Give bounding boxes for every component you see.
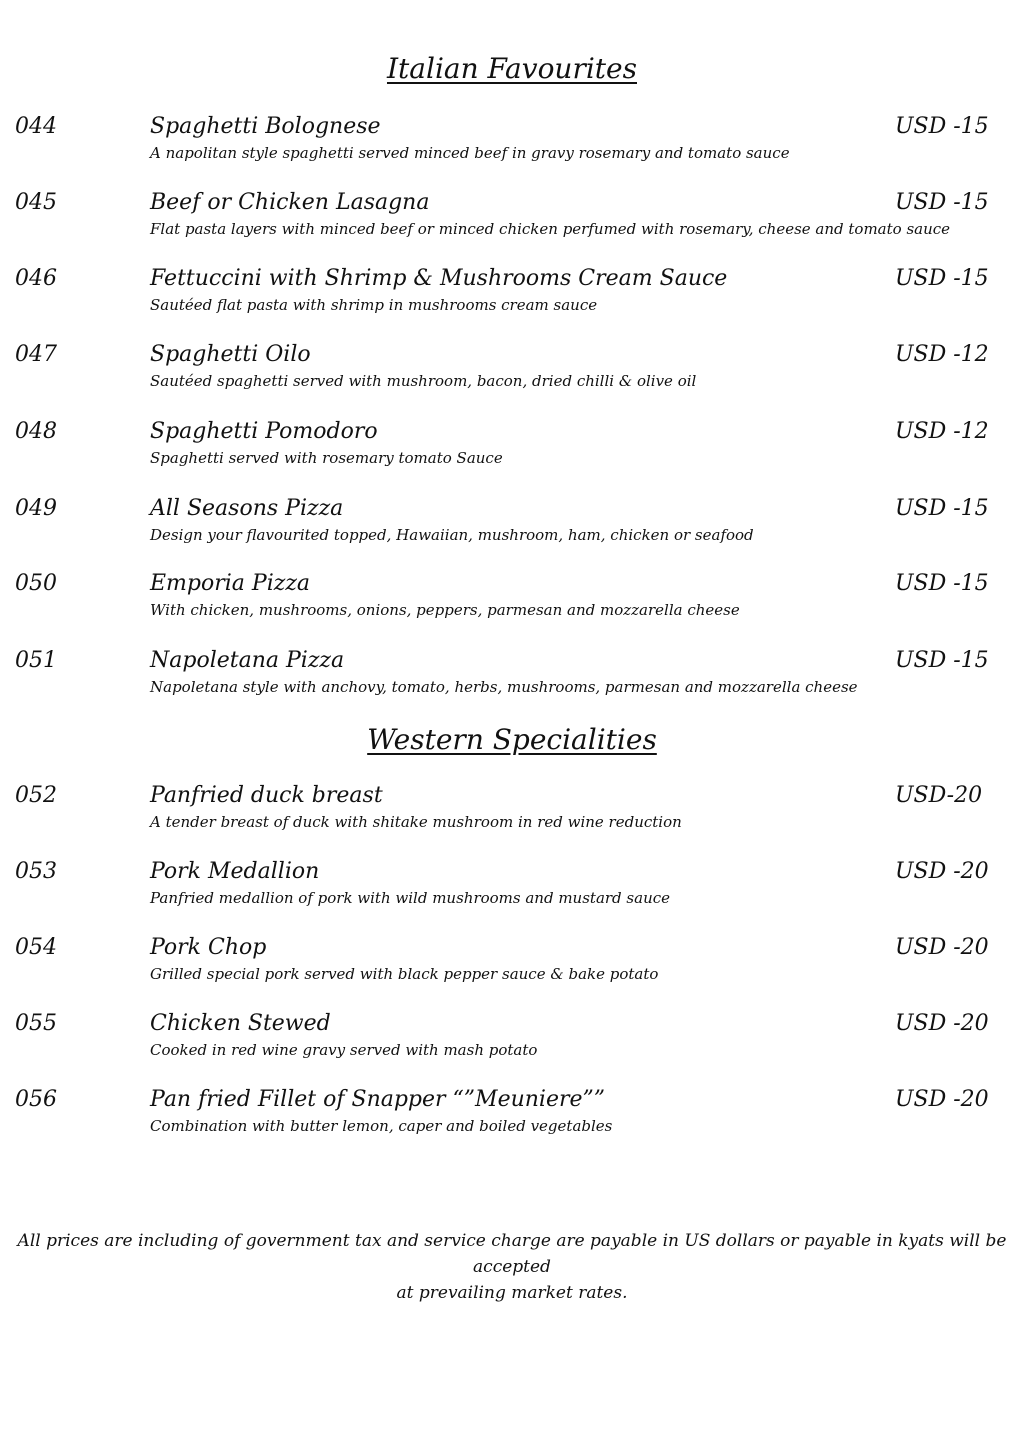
footer-note-line-2: at prevailing market rates.: [396, 1283, 628, 1303]
footer-note: [10, 1228, 1014, 1306]
item-name: Emporia Pizza: [150, 571, 311, 596]
menu-item: [0, 571, 1024, 631]
section-title-western-specialities: Western Specialities: [367, 723, 657, 756]
item-price: USD -15: [895, 496, 989, 521]
item-price: USD -20: [895, 935, 989, 960]
item-description: Design your flavourited topped, Hawaiian, mushroom, ham, chicken or seafood: [150, 526, 754, 544]
menu-item: [0, 342, 1024, 402]
item-code: 056: [15, 1087, 57, 1112]
item-code: 052: [15, 783, 57, 808]
item-name: Pork Chop: [150, 935, 267, 960]
item-code: 055: [15, 1011, 57, 1036]
item-name: All Seasons Pizza: [150, 496, 344, 521]
item-price: USD-20: [895, 783, 983, 808]
menu-item: [0, 1087, 1024, 1147]
item-name: Napoletana Pizza: [150, 648, 345, 673]
item-description: Flat pasta layers with minced beef or minced chicken perfumed with rosemary, cheese and tomato sauce: [150, 220, 951, 238]
item-price: USD -12: [895, 419, 989, 444]
item-description: Grilled special pork served with black pepper sauce & bake potato: [150, 965, 659, 983]
item-code: 048: [15, 419, 57, 444]
item-name: Pan fried Fillet of Snapper “”Meuniere””: [150, 1087, 606, 1112]
menu-item: [0, 1011, 1024, 1071]
item-price: USD -15: [895, 114, 989, 139]
item-name: Chicken Stewed: [150, 1011, 331, 1036]
item-price: USD -20: [895, 1087, 989, 1112]
menu-item: [0, 859, 1024, 919]
item-code: 054: [15, 935, 57, 960]
item-name: Spaghetti Pomodoro: [150, 419, 378, 444]
item-code: 050: [15, 571, 57, 596]
item-code: 053: [15, 859, 57, 884]
menu-item: [0, 190, 1024, 250]
menu-item: [0, 648, 1024, 708]
menu-item: [0, 496, 1024, 556]
item-code: 047: [15, 342, 57, 367]
item-name: Spaghetti Bolognese: [150, 114, 381, 139]
item-description: Cooked in red wine gravy served with mash potato: [150, 1041, 538, 1059]
item-description: Sautéed flat pasta with shrimp in mushrooms cream sauce: [150, 296, 598, 314]
item-price: USD -20: [895, 859, 989, 884]
item-description: Napoletana style with anchovy, tomato, herbs, mushrooms, parmesan and mozzarella cheese: [150, 678, 858, 696]
menu-item: [0, 419, 1024, 479]
item-code: 044: [15, 114, 57, 139]
footer-note-line-1: All prices are including of government tax and service charge are payable in US dollars or payable in kyats will be accepted: [17, 1231, 1007, 1277]
item-name: Spaghetti Oilo: [150, 342, 311, 367]
section-title-italian-favourites: Italian Favourites: [386, 52, 637, 85]
item-description: Panfried medallion of pork with wild mushrooms and mustard sauce: [150, 889, 671, 907]
item-description: With chicken, mushrooms, onions, peppers, parmesan and mozzarella cheese: [150, 601, 740, 619]
item-name: Pork Medallion: [150, 859, 320, 884]
item-price: USD -15: [895, 648, 989, 673]
item-code: 051: [15, 648, 57, 673]
item-description: A napolitan style spaghetti served minced beef in gravy rosemary and tomato sauce: [150, 144, 790, 162]
item-price: USD -15: [895, 571, 989, 596]
item-description: Sautéed spaghetti served with mushroom, bacon, dried chilli & olive oil: [150, 372, 697, 390]
item-price: USD -20: [895, 1011, 989, 1036]
item-code: 049: [15, 496, 57, 521]
item-price: USD -12: [895, 342, 989, 367]
menu-item: [0, 114, 1024, 174]
item-code: 045: [15, 190, 57, 215]
item-name: Beef or Chicken Lasagna: [150, 190, 430, 215]
menu-item: [0, 783, 1024, 843]
menu-item: [0, 266, 1024, 326]
item-description: Spaghetti served with rosemary tomato Sauce: [150, 449, 503, 467]
item-price: USD -15: [895, 266, 989, 291]
item-name: Fettuccini with Shrimp & Mushrooms Cream Sauce: [150, 266, 728, 291]
item-description: Combination with butter lemon, caper and boiled vegetables: [150, 1117, 613, 1135]
item-price: USD -15: [895, 190, 989, 215]
item-name: Panfried duck breast: [150, 783, 383, 808]
item-code: 046: [15, 266, 57, 291]
menu-item: [0, 935, 1024, 995]
item-description: A tender breast of duck with shitake mushroom in red wine reduction: [150, 813, 682, 831]
